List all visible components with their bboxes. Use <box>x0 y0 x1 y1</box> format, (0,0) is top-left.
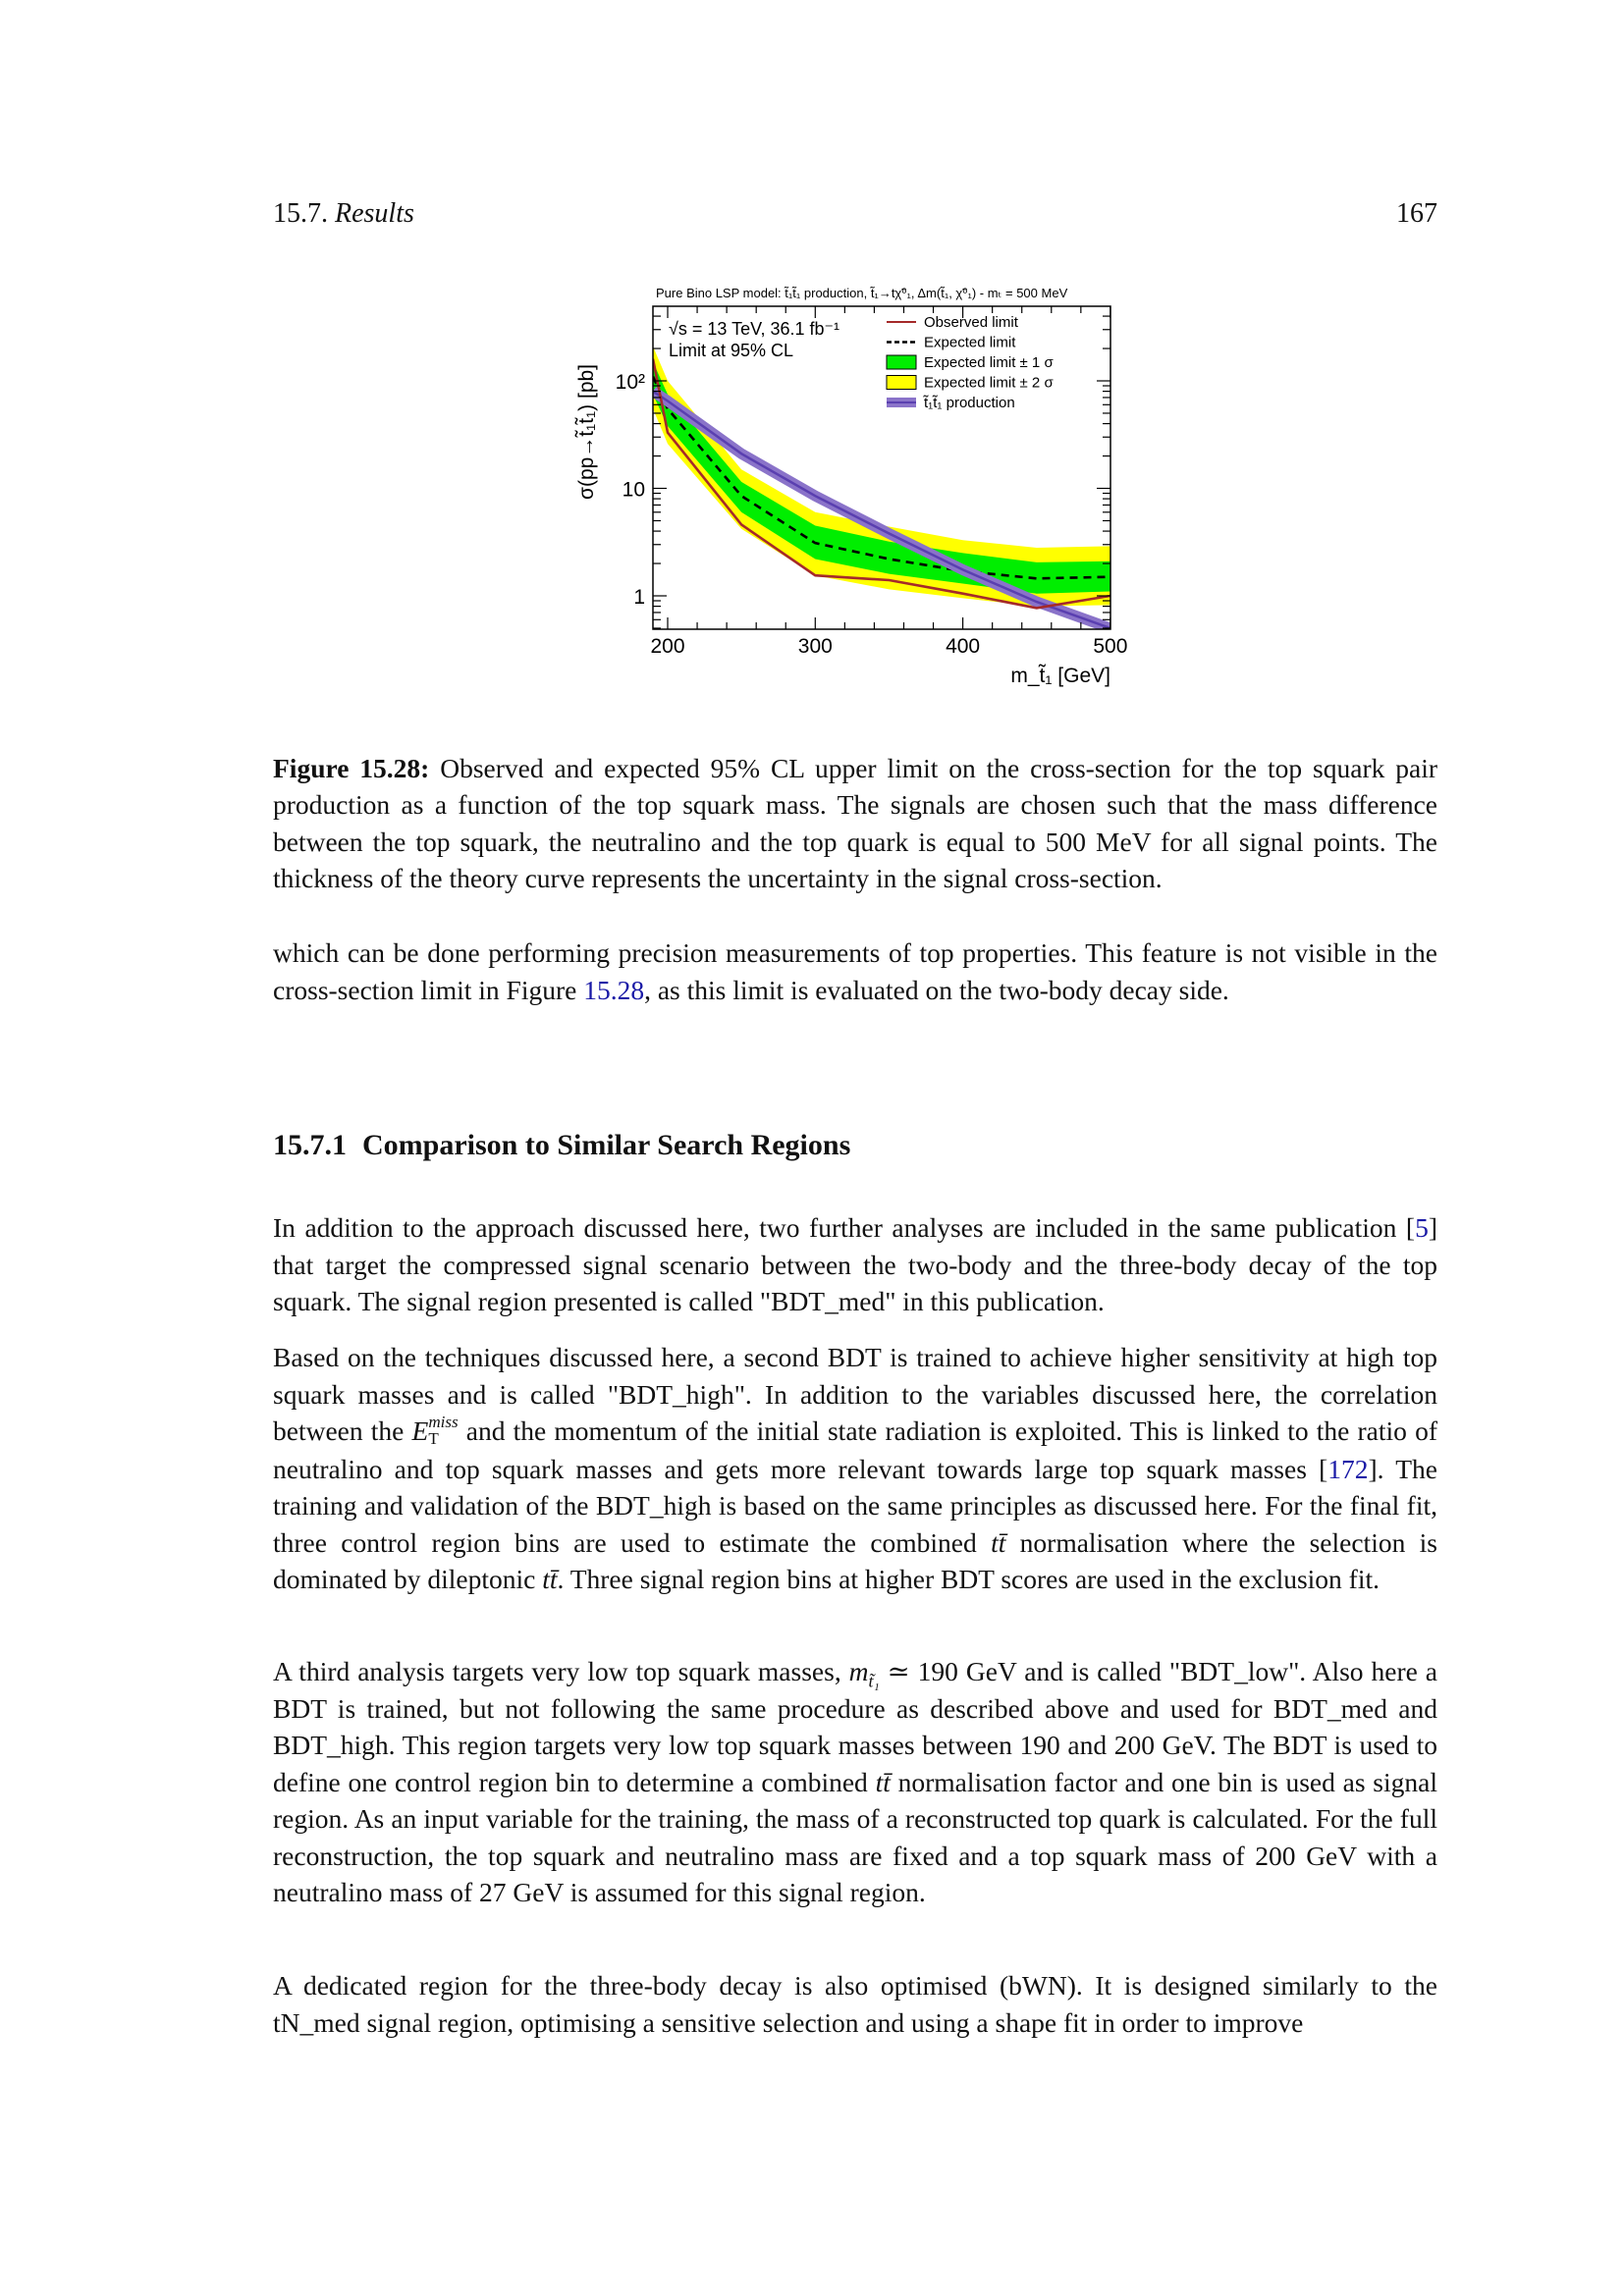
limit-chart <box>550 275 1159 707</box>
svg-text:t̃₁t̃₁ production: t̃₁t̃₁ production <box>924 395 1015 411</box>
section-heading <box>273 1129 850 1162</box>
page-number: 167 <box>1396 198 1437 229</box>
figure-15-28 <box>550 275 1159 707</box>
running-head <box>273 198 1437 234</box>
emiss-symbol: E miss T <box>411 1412 459 1448</box>
svg-text:400: 400 <box>946 635 981 658</box>
figure-reference-link[interactable]: 15.28 <box>583 974 645 1005</box>
y-axis-label: σ(pp→t̃₁t̃₁) [pb] <box>575 363 598 501</box>
running-head-section: 15.7. Results <box>273 198 414 229</box>
citation-link-172[interactable]: 172 <box>1327 1453 1369 1484</box>
chart-title: Pure Bino LSP model: t̃₁t̃₁ production, t̃₁→tχ̃⁰₁, Δm(t̃₁, χ̃⁰₁) - mₜ = 500 MeV <box>656 286 1068 300</box>
svg-text:Observed limit: Observed limit <box>924 314 1018 331</box>
chart-legend <box>887 314 1054 411</box>
svg-text:10: 10 <box>622 478 645 502</box>
svg-text:Expected limit ± 1 σ: Expected limit ± 1 σ <box>924 354 1054 371</box>
paragraph-bdt-high: Based on the techniques discussed here, a second BDT is trained to achieve higher sensitivity at high top squark masses and is called "BDT_high". In addition to the variables discussed here, the correlation between the E miss T and the momentum of the initial state radiation is exploited. This is linked to the ratio of neutralino and top squark masses and gets more relevant towards large top squark masses [172]. The training and validation of the BDT_high is based on the same principles as discussed here. For the final fit, three control region bins are used to estimate the combined tt̄ normalisation where the selection is dominated by dileptonic tt̄. Three signal region bins at higher BDT scores are used in the exclusion fit. <box>273 1342 1437 1595</box>
svg-text:Expected limit ± 2 σ: Expected limit ± 2 σ <box>924 374 1054 392</box>
svg-text:10²: 10² <box>615 371 645 394</box>
mass-symbol: $m_{t̃_1}$ <box>848 1656 880 1691</box>
paragraph-continuation: which can be done performing precision measurements of top properties. This feature is not visible in the cross-section limit in Figure 15.28, as this limit is evaluated on the two-body decay side. <box>273 937 1437 1005</box>
paragraph-bwn: A dedicated region for the three-body decay is also optimised (bWN). It is designed similarly to the tN_med signal region, optimising a sensitive selection and using a shape fit in order to improve <box>273 1970 1437 2038</box>
citation-link-5[interactable]: 5 <box>1415 1212 1429 1243</box>
section-number: 15.7.1 <box>273 1129 347 1161</box>
svg-text:500: 500 <box>1093 635 1128 658</box>
svg-text:300: 300 <box>797 635 833 658</box>
section-title: Comparison to Similar Search Regions <box>362 1129 851 1161</box>
svg-text:Expected limit: Expected limit <box>924 334 1016 351</box>
x-axis-label: m_t̃₁ [GeV] <box>1010 665 1110 687</box>
paragraph-bdt-med: In addition to the approach discussed here, two further analyses are included in the same publication [5] that target the compressed signal scenario between the two-body and the three-body decay of the top squark. The signal region presented is called "BDT_med" in this publication. <box>273 1212 1437 1316</box>
energy-label: √s = 13 TeV, 36.1 fb⁻¹ <box>669 319 839 339</box>
caption-label: Figure 15.28: <box>273 752 430 783</box>
figure-caption <box>273 750 1437 897</box>
caption-text: Observed and expected 95% CL upper limit on the cross-section for the top squark pair production as a function of the top squark mass. The signals are chosen such that the mass difference between the top squark, the neutralino and the top quark is equal to 500 MeV for all signal points. The thickness of the theory curve represents the uncertainty in the signal cross-section. <box>273 752 1438 893</box>
svg-text:200: 200 <box>650 635 685 658</box>
cl-label: Limit at 95% CL <box>669 341 794 360</box>
paragraph-bdt-low: A third analysis targets very low top squark masses, $m_{t̃_1}$ ≃ 190 GeV and is called "BDT_low". Also here a BDT is trained, but not following the same procedure as described above and used for BDT_med and BDT_high. This region targets very low top squark masses between 190 and 200 GeV. The BDT is used to define one control region bin to determine a combined tt̄ normalisation factor and one bin is used as signal region. As an input variable for the training, the mass of a reconstructed top quark is calculated. For the full reconstruction, the top squark and neutralino mass are fixed and a top squark mass of 200 GeV with a neutralino mass of 27 GeV is assumed for this signal region. <box>273 1656 1438 1907</box>
svg-text:1: 1 <box>633 586 645 609</box>
